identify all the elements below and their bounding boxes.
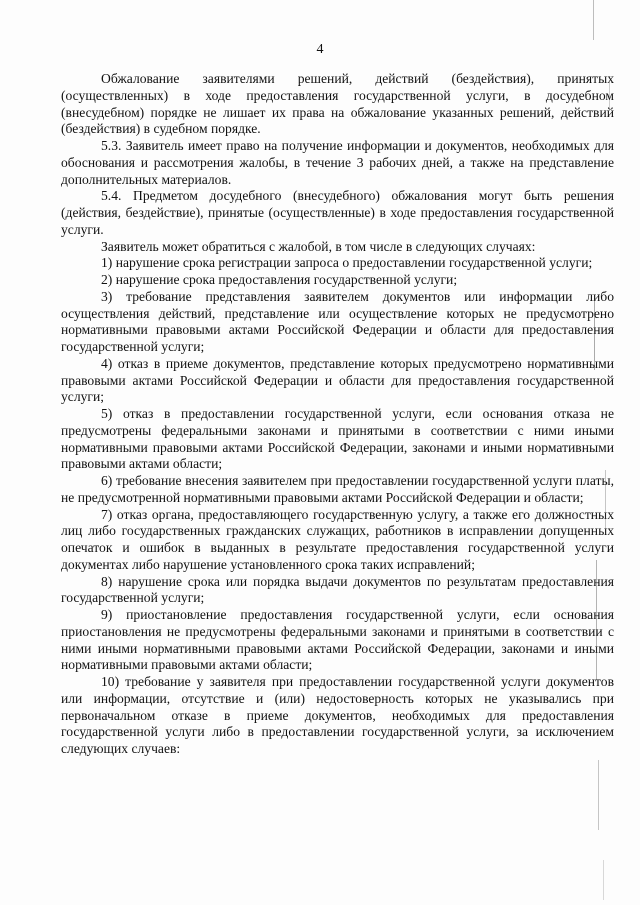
list-item-6: 6) требование внесения заявителем при предоставлении государственной услуги платы, не предусмотренной нормативными правовыми актами Российской Федерации и области;	[61, 473, 614, 505]
page-number: 4	[316, 42, 324, 57]
paragraph-appeal-rights: Обжалование заявителями решений, действий (бездействия), принятых (осуществленных) в ходе предоставления государственной услуги, в досудебном (внесудебном) порядке не лишает их права на обжалование указанных решений, действий (бездействия) в судебном порядке.	[61, 71, 614, 137]
paragraph-cases-intro: Заявитель может обратиться с жалобой, в том числе в следующих случаях:	[101, 238, 536, 254]
list-item-5: 5) отказ в предоставлении государственной услуги, если основания отказа не предусмотрены федеральными законами и принятыми в соответствии с ними иными нормативными правовыми актами Российской Федерации, законами и иными нормативными правовыми актами области;	[61, 406, 614, 472]
list-item-8: 8) нарушение срока или порядка выдачи документов по результатам предоставления государственной услуги;	[61, 573, 614, 606]
paragraph-5-3: 5.3. Заявитель имеет право на получение информации и документов, необходимых для обоснования и рассмотрения жалобы, в течение 3 рабочих дней, а также на представление дополнительных материалов.	[61, 138, 614, 187]
paragraph-5-4: 5.4. Предметом досудебного (внесудебного) обжалования могут быть решения (действия, бездействие), принятые (осуществленные) в ходе предоставления государственной услуги.	[61, 188, 614, 237]
scan-artifact-line	[609, 80, 610, 110]
scan-artifact-line	[594, 300, 595, 370]
list-item-10: 10) требование у заявителя при предоставлении государственной услуги документов или информации, отсутствие и (или) недостоверность которых не указывались при первоначальном отказе в приеме документов, необходимых для предоставления государственной услуги либо в предоставлении государственной услуги, за исключением следующих случаев:	[61, 674, 614, 756]
scan-artifact-line	[596, 560, 597, 680]
scan-artifact-line	[593, 0, 594, 40]
list-item-9: 9) приостановление предоставления государственной услуги, если основания приостановления не предусмотрены федеральными законами и принятыми в соответствии с ними иными нормативными правовыми актами Российской Федерации, законами и иными нормативными правовыми актами области;	[61, 607, 614, 673]
list-item-4: 4) отказ в приеме документов, представление которых предусмотрено нормативными правовыми актами Российской Федерации и области для предоставления государственной услуги;	[61, 355, 614, 405]
list-item-3: 3) требование представления заявителем документов или информации либо осуществления действий, представление или осуществление которых не предусмотрено нормативными правовыми актами Российской Федерации и области для предоставления государственной услуги;	[61, 288, 614, 354]
list-item-2: 2) нарушение срока предоставления государственной услуги;	[101, 272, 458, 287]
list-item-7: 7) отказ органа, предоставляющего государственную услугу, а также его должностных лиц либо государственных гражданских служащих, работников в исправлении допущенных опечаток и ошибок в выданных в результате предоставления государственной услуги документах либо нарушение установленного срока таких исправлений;	[61, 506, 614, 572]
scan-artifact-line	[605, 470, 606, 530]
document-body	[61, 71, 614, 758]
scan-artifact-line	[598, 760, 599, 830]
list-item-1: 1) нарушение срока регистрации запроса о предоставлении государственной услуги;	[101, 255, 593, 271]
scan-artifact-line	[603, 860, 604, 900]
